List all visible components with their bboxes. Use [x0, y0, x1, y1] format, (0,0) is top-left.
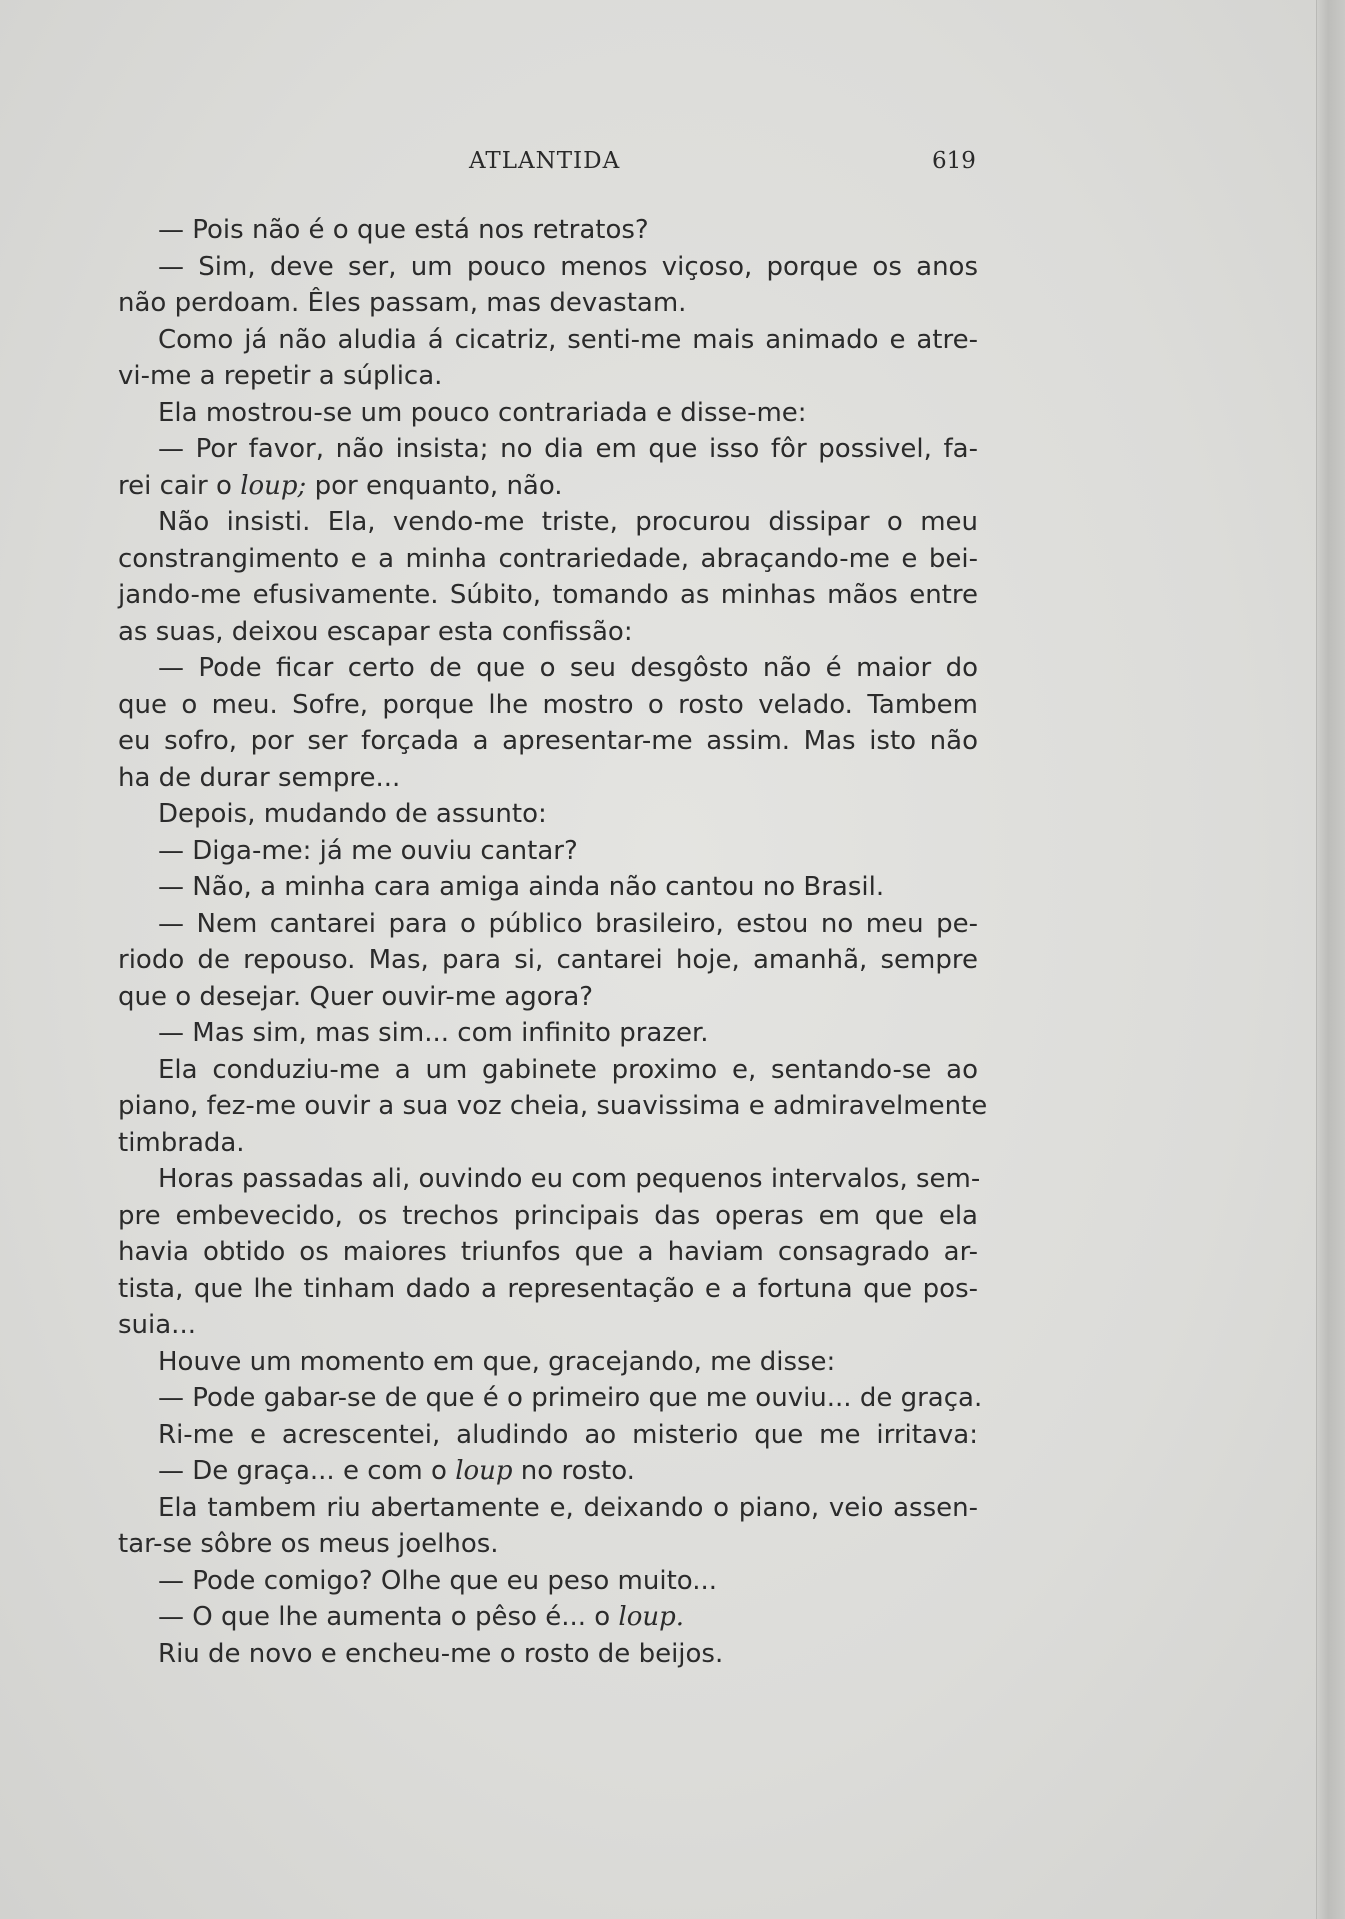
text-line: Ela tambem riu abertamente e, deixando o piano, veio assen- [158, 1492, 978, 1523]
text-line: — Pode ficar certo de que o seu desgôsto não é maior do [158, 653, 978, 683]
text-segment: no rosto. [512, 1456, 635, 1486]
text-line: vi-me a repetir a súplica. [118, 361, 443, 391]
text-line: Ela conduziu-me a um gabinete proximo e, sentando-se ao [158, 1054, 978, 1085]
text-line: Riu de novo e encheu-me o rosto de beijos. [158, 1638, 724, 1669]
text-line: as suas, deixou escapar esta confissão: [118, 616, 633, 647]
text-line [118, 1453, 978, 1490]
text-line: — Nem cantarei para o público brasileiro, estou no meu pe- [158, 908, 978, 939]
text-segment: — O que lhe aumenta o pêso é... o [158, 1602, 619, 1632]
text-line: que o meu. Sofre, porque lhe mostro o rosto velado. Tambem [118, 689, 978, 720]
text-line: suia... [118, 1310, 196, 1340]
page-edge-shadow [1316, 0, 1345, 1919]
page-number: 619 [932, 148, 976, 174]
italic-word: loup; [240, 470, 307, 501]
text-line: riodo de repouso. Mas, para si, cantarei hoje, amanhã, sempre [118, 945, 978, 975]
text-line: Houve um momento em que, gracejando, me disse: [158, 1346, 836, 1377]
text-line: não perdoam. Êles passam, mas devastam. [118, 288, 687, 318]
text-line: que o desejar. Quer ouvir-me agora? [118, 981, 594, 1012]
text-line: tar-se sôbre os meus joelhos. [118, 1529, 499, 1559]
text-line: — Mas sim, mas sim... com infinito prazer. [158, 1018, 709, 1048]
text-line: — Pode comigo? Olhe que eu peso muito... [158, 1565, 718, 1596]
body-text [118, 212, 988, 1672]
text-line: piano, fez-me ouvir a sua voz cheia, suavissima e admiravelmente [118, 1091, 988, 1121]
page-header [0, 148, 1345, 188]
text-line: ha de durar sempre... [118, 762, 401, 793]
text-line: — Pois não é o que está nos retratos? [158, 215, 649, 245]
text-line: — Pode gabar-se de que é o primeiro que me ouviu... de graça. [158, 1383, 983, 1413]
text-segment: — De graça... e com o [158, 1456, 456, 1486]
text-line: timbrada. [118, 1127, 245, 1158]
text-line: Como já não aludia á cicatriz, senti-me mais animado e atre- [158, 324, 978, 355]
text-line [118, 468, 978, 505]
text-segment: por enquanto, não. [306, 470, 563, 501]
text-line: — Por favor, não insista; no dia em que isso fôr possivel, fa- [158, 434, 978, 464]
text-line: eu sofro, por ser forçada a apresentar-me assim. Mas isto não [118, 726, 978, 756]
running-title: ATLANTIDA [469, 148, 621, 174]
text-line: — Não, a minha cara amiga ainda não cantou no Brasil. [158, 872, 885, 902]
text-segment: rei cair o [118, 470, 241, 501]
italic-word: loup. [618, 1602, 685, 1632]
text-line: — Sim, deve ser, um pouco menos viçoso, porque os anos [158, 251, 978, 282]
text-line: Ela mostrou-se um pouco contrariada e disse-me: [158, 397, 807, 428]
text-line: tista, que lhe tinham dado a representação e a fortuna que pos- [118, 1273, 978, 1304]
text-line [118, 1599, 978, 1636]
text-line: Ri-me e acrescentei, aludindo ao misterio que me irritava: [158, 1419, 978, 1450]
text-line: jando-me efusivamente. Súbito, tomando as minhas mãos entre [118, 580, 978, 610]
text-line: Depois, mudando de assunto: [158, 799, 547, 829]
text-line: Não insisti. Ela, vendo-me triste, procurou dissipar o meu [158, 507, 978, 537]
text-line: pre embevecido, os trechos principais das operas em que ela [118, 1200, 978, 1231]
text-line: Horas passadas ali, ouvindo eu com pequenos intervalos, sem- [158, 1164, 981, 1194]
text-line: constrangimento e a minha contrariedade, abraçando-me e bei- [118, 543, 978, 574]
italic-word: loup [455, 1456, 513, 1486]
text-line: havia obtido os maiores triunfos que a haviam consagrado ar- [118, 1237, 978, 1267]
text-line: — Diga-me: já me ouviu cantar? [158, 835, 578, 866]
